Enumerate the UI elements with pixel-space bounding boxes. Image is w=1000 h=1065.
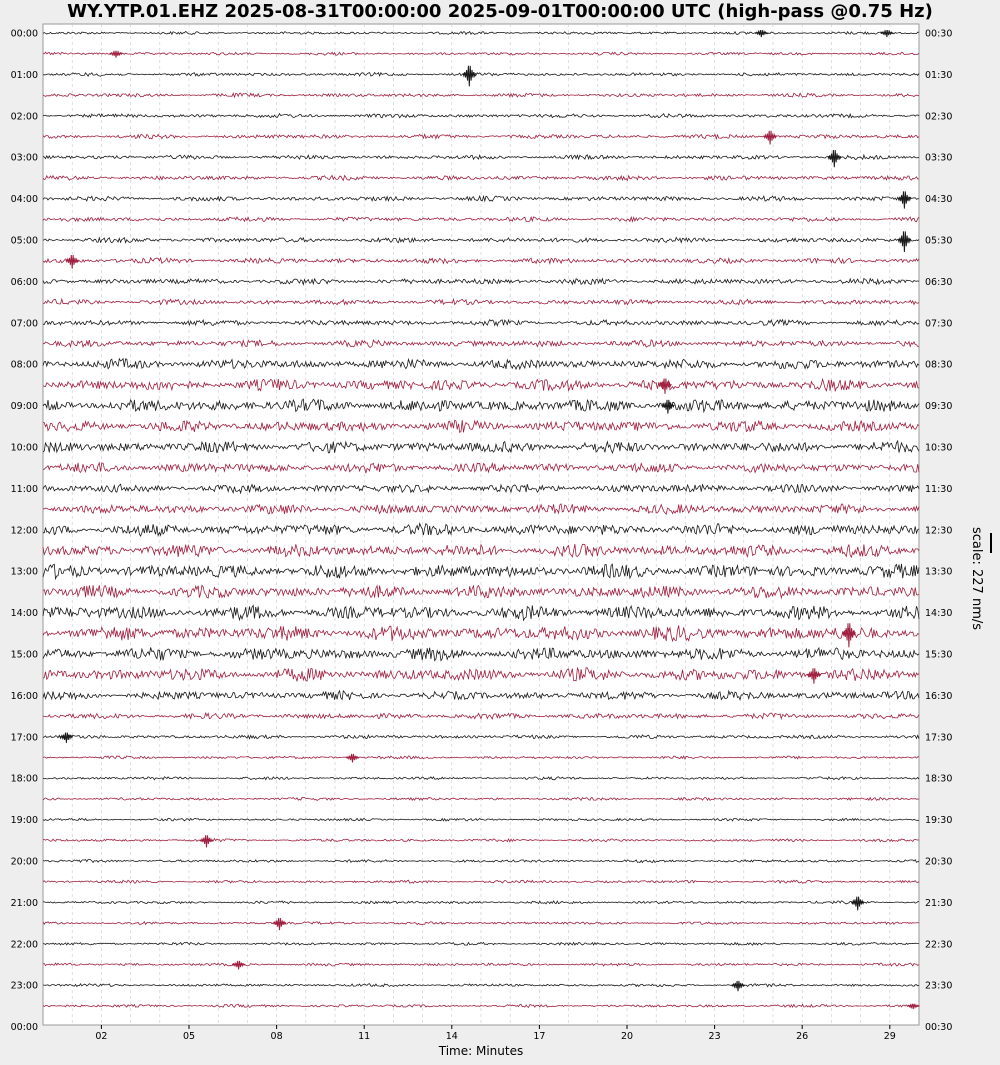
right-hour-label: 20:30	[925, 856, 953, 868]
x-axis-ticks	[95, 1025, 895, 1042]
right-hour-label: 07:30	[925, 318, 953, 330]
left-hour-label: 15:00	[10, 649, 38, 661]
x-tick-label: 26	[796, 1031, 809, 1042]
right-hour-label: 05:30	[925, 235, 953, 247]
right-hour-label: 13:30	[925, 566, 953, 578]
right-hour-labels	[925, 29, 952, 1034]
scale-label: scale: 227 nm/s	[969, 527, 984, 631]
x-tick-label: 02	[95, 1031, 108, 1042]
right-hour-label: 12:30	[925, 525, 953, 537]
left-hour-label: 02:00	[10, 111, 38, 123]
scale-bar	[990, 533, 992, 553]
right-hour-label: 00:30	[925, 28, 953, 40]
left-hour-label: 05:00	[10, 235, 38, 247]
x-tick-label: 17	[533, 1031, 546, 1042]
right-hour-label: 01:30	[925, 69, 953, 81]
right-hour-label: 16:30	[925, 690, 953, 702]
left-hour-label: 20:00	[10, 856, 38, 868]
left-hour-label: 21:00	[10, 897, 38, 909]
x-tick-label: 08	[270, 1031, 283, 1042]
left-hour-label: 23:00	[10, 980, 38, 992]
right-hour-label: 17:30	[925, 732, 953, 744]
left-hour-label: 00:00	[10, 1022, 38, 1034]
left-hour-label: 07:00	[10, 318, 38, 330]
right-hour-label: 03:30	[925, 152, 953, 164]
x-tick-label: 11	[358, 1031, 371, 1042]
left-hour-label: 04:00	[10, 194, 38, 206]
right-hour-label: 23:30	[925, 980, 953, 992]
left-hour-labels	[11, 29, 38, 1034]
left-hour-label: 12:00	[10, 525, 38, 537]
right-hour-label: 02:30	[925, 111, 953, 123]
chart-title: WY.YTP.01.EHZ 2025-08-31T00:00:00 2025-09-01T00:00:00 UTC (high-pass @0.75 Hz)	[67, 1, 933, 22]
x-tick-label: 20	[620, 1031, 634, 1042]
right-hour-label: 22:30	[925, 939, 953, 951]
left-hour-label: 01:00	[10, 69, 38, 81]
left-hour-label: 09:00	[10, 401, 38, 413]
right-hour-label: 08:30	[925, 359, 953, 371]
x-tick-label: 14	[445, 1031, 458, 1042]
right-hour-label: 14:30	[925, 608, 953, 620]
left-hour-label: 03:00	[10, 152, 38, 164]
x-tick-label: 23	[708, 1031, 721, 1042]
right-hour-label: 00:30	[925, 1022, 953, 1034]
left-hour-label: 19:00	[10, 815, 38, 827]
right-hour-label: 18:30	[925, 773, 953, 785]
x-tick-label: 29	[883, 1031, 896, 1042]
x-tick-label: 05	[182, 1031, 196, 1042]
left-hour-label: 10:00	[10, 442, 38, 454]
left-hour-label: 08:00	[10, 359, 38, 371]
left-hour-label: 00:00	[10, 28, 38, 40]
left-hour-label: 14:00	[10, 608, 38, 620]
right-hour-label: 15:30	[925, 649, 953, 661]
right-hour-label: 04:30	[925, 194, 953, 206]
left-hour-label: 06:00	[10, 276, 38, 288]
left-hour-label: 17:00	[10, 732, 38, 744]
right-hour-label: 11:30	[925, 483, 953, 495]
right-hour-label: 06:30	[925, 276, 953, 288]
right-hour-label: 21:30	[925, 897, 953, 909]
right-hour-label: 10:30	[925, 442, 953, 454]
right-hour-label: 09:30	[925, 401, 953, 413]
left-hour-label: 16:00	[10, 690, 38, 702]
x-axis-label: Time: Minutes	[438, 1044, 524, 1058]
left-hour-label: 13:00	[10, 566, 38, 578]
right-hour-label: 19:30	[925, 815, 953, 827]
left-hour-label: 11:00	[10, 483, 38, 495]
left-hour-label: 18:00	[10, 773, 38, 785]
left-hour-label: 22:00	[10, 939, 38, 951]
